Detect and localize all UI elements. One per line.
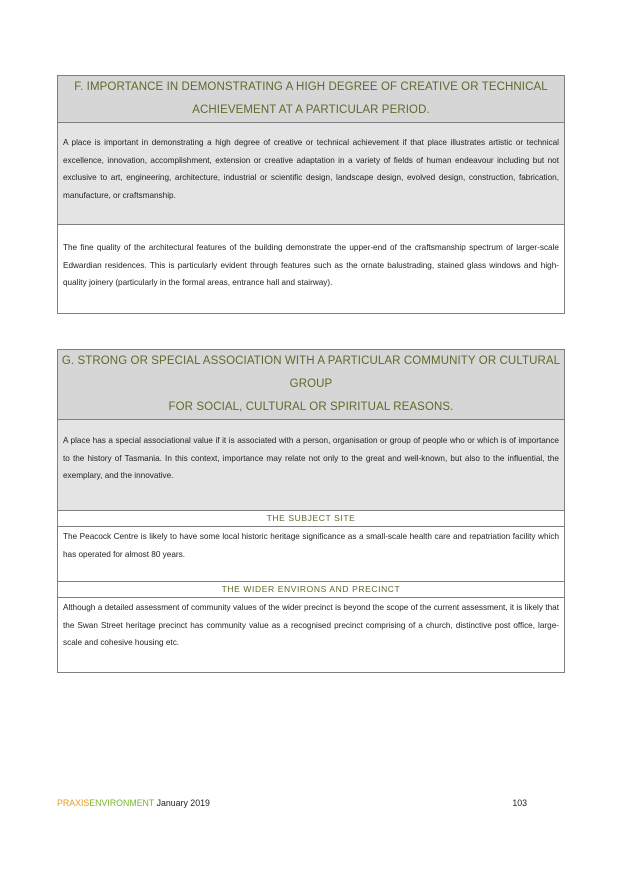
subject-site-heading: THE SUBJECT SITE (58, 510, 564, 527)
footer-brand-environment: ENVIRONMENT (89, 798, 155, 808)
page-footer (57, 798, 527, 808)
section-g-heading-line2: FOR SOCIAL, CULTURAL OR SPIRITUAL REASONS. (168, 401, 454, 413)
section-f-heading-line1: F. IMPORTANCE IN DEMONSTRATING A HIGH DEGREE OF CREATIVE OR TECHNICAL (74, 81, 548, 93)
section-f-criterion: A place is important in demonstrating a high degree of creative or technical achievement if that place illustrates artistic or technical excellence, innovation, accomplishment, extension or creative adaptation in a variety of fields of human endeavour including but not exclusive to art, engineering, architecture, industrial or scientific design, landscape design, evolved design, construction, fabrication, manufacture, or craftsmanship. (63, 138, 559, 200)
section-f-assessment: The fine quality of the architectural features of the building demonstrate the upper-end of the craftsmanship spectrum of larger-scale Edwardian residences. This is particularly evident through features such as the ornate balustrading, stained glass windows and high-quality joinery (particularly in the formal areas, entrance hall and stairway). (63, 243, 559, 287)
page-number: 103 (512, 798, 527, 808)
environs-cell (58, 598, 564, 672)
footer-date: January 2019 (154, 798, 210, 808)
footer-brand-praxis: PRAXIS (57, 798, 90, 808)
section-f-heading (58, 76, 564, 123)
section-g-table (57, 349, 565, 673)
section-g-heading-line1: G. STRONG OR SPECIAL ASSOCIATION WITH A PARTICULAR COMMUNITY OR CULTURAL GROUP (61, 355, 561, 390)
subject-site-cell (58, 527, 564, 581)
section-g-criterion: A place has a special associational value if it is associated with a person, organisation or group of people who or which is of importance to the history of Tasmania. In this context, importance may relate not only to the great and well-known, but also to the influential, the exemplary, and the innovative. (63, 436, 559, 480)
section-g-criterion-cell (58, 420, 564, 510)
section-f-table (57, 75, 565, 314)
section-f-assessment-cell (58, 225, 564, 313)
subject-site-text: The Peacock Centre is likely to have some local historic heritage significance as a small-scale health care and repatriation facility which has operated for almost 80 years. (63, 532, 559, 559)
section-f-heading-line2: ACHIEVEMENT AT A PARTICULAR PERIOD. (192, 104, 430, 116)
environs-heading: THE WIDER ENVIRONS AND PRECINCT (58, 581, 564, 598)
environs-text: Although a detailed assessment of community values of the wider precinct is beyond the scope of the current assessment, it is likely that the Swan Street heritage precinct has community value as a recognised precinct comprising of a church, distinctive post office, large-scale and cohesive housing etc. (63, 603, 559, 647)
section-f-criterion-cell (58, 123, 564, 225)
section-g-heading (58, 350, 564, 420)
